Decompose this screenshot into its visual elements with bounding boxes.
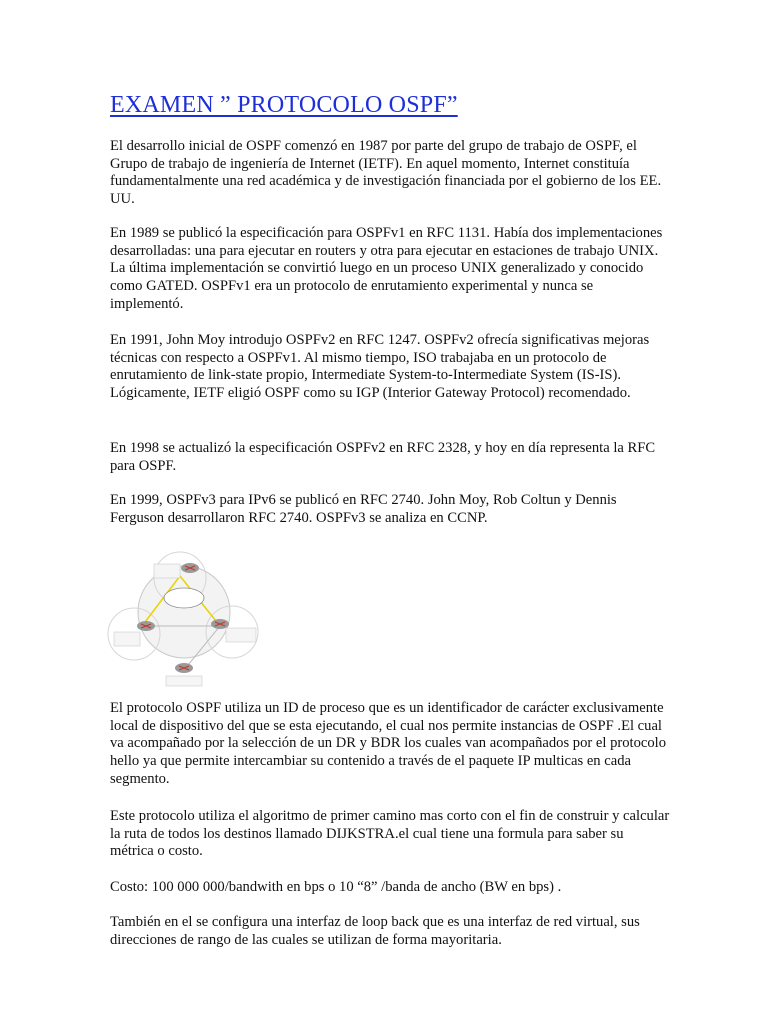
router-label-box <box>166 676 202 686</box>
router-label-box <box>114 632 140 646</box>
ospf-network-diagram <box>104 546 274 690</box>
paragraph-ospfv1: En 1989 se publicó la especificación para OSPFv1 en RFC 1131. Había dos implementaciones desarrolladas: una para ejecutar en routers y otra para ejecutar en estaciones de trabajo UNIX. La última implementación se convirtió luego en un proceso UNIX generalizado y conocido como GATED. OSPFv1 era un protocolo de enrutamiento experimental y nunca se implementó. <box>110 225 663 312</box>
document-title: EXAMEN ” PROTOCOLO OSPF” <box>110 92 458 118</box>
paragraph-ospfv2: En 1991, John Moy introdujo OSPFv2 en RFC 1247. OSPFv2 ofrecía significativas mejoras técnicas con respecto a OSPFv1. Al mismo tiempo, ISO trabajaba en un protocolo de enrutamiento de link-state propio, Intermediate System-to-Intermediate System (IS-IS). Lógicamente, IETF eligió OSPF como su IGP (Interior Gateway Protocol) recomendado. <box>110 332 650 402</box>
paragraph-dijkstra: Este protocolo utiliza el algoritmo de primer camino mas corto con el fin de construir y calcular la ruta de todos los destinos llamado DIJKSTRA.el cual tiene una formula para saber su métrica o costo. <box>110 808 670 860</box>
router-icon <box>137 621 155 631</box>
paragraph-cost-formula: Costo: 100 000 000/bandwith en bps o 10 “8” /banda de ancho (BW en bps) . <box>110 879 562 895</box>
router-label-box <box>226 628 256 642</box>
paragraph-rfc2328: En 1998 se actualizó la especificación OSPFv2 en RFC 2328, y hoy en día representa la RFC para OSPF. <box>110 440 656 474</box>
router-icon <box>175 663 193 673</box>
paragraph-history-1987: El desarrollo inicial de OSPF comenzó en 1987 por parte del grupo de trabajo de OSPF, el Grupo de trabajo de ingeniería de Internet (IETF). En aquel momento, Internet constituía fundamentalmente una red académica y de investigación financiada por el gobierno de los EE. UU. <box>110 138 662 208</box>
router-label-box <box>154 564 180 578</box>
paragraph-loopback: También en el se configura una interfaz de loop back que es una interfaz de red virtual, sus direcciones de rango de las cuales se utilizan de forma mayoritaria. <box>110 914 640 948</box>
router-icon <box>181 563 199 573</box>
router-icon <box>211 619 229 629</box>
cloud-icon <box>164 588 204 608</box>
paragraph-process-id: El protocolo OSPF utiliza un ID de proceso que es un identificador de carácter exclusivamente local de dispositivo del que se esta ejecutando, el cual nos permite instancias de OSPF .El cual va acompañado por la selección de un DR y BDR los cuales van acompañados por el protocolo hello ya que permite intercambiar su contenido a través de el paquete IP multicas en cada segmento. <box>110 700 667 787</box>
paragraph-ospfv3: En 1999, OSPFv3 para IPv6 se publicó en RFC 2740. John Moy, Rob Coltun y Dennis Ferguson desarrollaron RFC 2740. OSPFv3 se analiza en CCNP. <box>110 492 617 526</box>
